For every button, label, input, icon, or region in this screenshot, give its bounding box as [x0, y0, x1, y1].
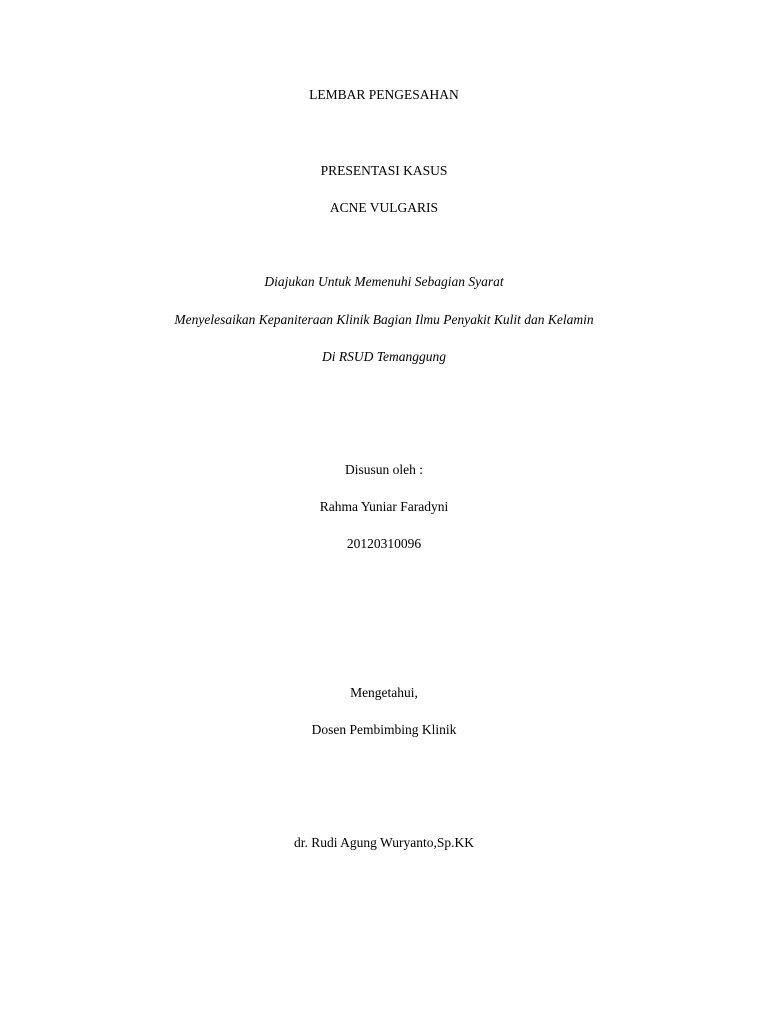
student-id: 20120310096 — [346, 536, 422, 551]
supervisor-role: Dosen Pembimbing Klinik — [311, 722, 457, 737]
prepared-by-label: Disusun oleh : — [344, 462, 423, 477]
report-topic: ACNE VULGARIS — [329, 200, 439, 215]
report-type: PRESENTASI KASUS — [320, 163, 448, 178]
purpose-line-3: Di RSUD Temanggung — [321, 349, 446, 364]
document-title: LEMBAR PENGESAHAN — [309, 87, 459, 102]
purpose-line-2: Menyelesaikan Kepaniteraan Klinik Bagian Ilmu Penyakit Kulit dan Kelamin — [174, 312, 594, 327]
purpose-line-1: Diajukan Untuk Memenuhi Sebagian Syarat — [264, 274, 504, 289]
acknowledged-label: Mengetahui, — [350, 685, 418, 700]
author-name: Rahma Yuniar Faradyni — [319, 499, 449, 514]
supervisor-name: dr. Rudi Agung Wuryanto,Sp.KK — [294, 835, 474, 850]
